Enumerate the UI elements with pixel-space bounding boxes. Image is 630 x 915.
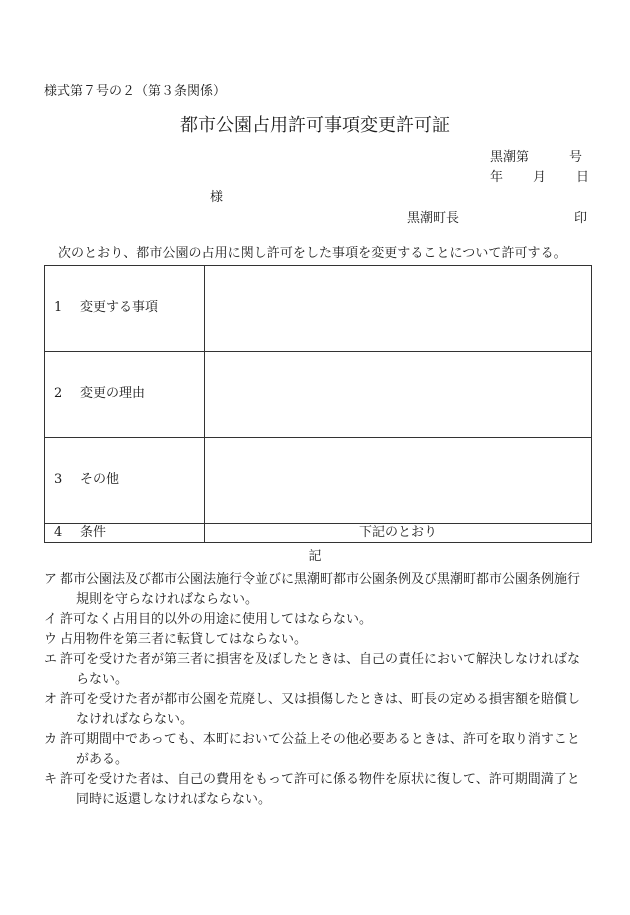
notes-heading: 記: [308, 549, 322, 564]
document-title: 都市公園占用許可事項変更許可証: [180, 115, 450, 136]
table-row: [45, 266, 592, 352]
row-value-field[interactable]: [205, 266, 592, 352]
row-label: 1 変更する事項: [45, 266, 205, 352]
issue-date: [490, 170, 589, 186]
list-item: ア 都市公園法及び都市公園法施行令並びに黒潮町都市公園条例及び黒潮町都市公園条例施行規則を守らなければならない。: [44, 572, 581, 607]
row-label: 2 変更の理由: [45, 352, 205, 438]
row-label: 4 条件: [45, 524, 205, 543]
list-item: キ 許可を受けた者は、自己の費用をもって許可に係る物件を原状に復して、許可期間満了と同時に返還しなければならない。: [44, 772, 580, 807]
list-item: オ 許可を受けた者が都市公園を荒廃し、又は損傷したときは、町長の定める損害額を賠償しなければならない。: [44, 692, 581, 727]
row-label: 3 その他: [45, 438, 205, 524]
form-identifier: 様式第７号の２（第３条関係）: [44, 84, 227, 99]
row-value-field: 下記のとおり: [205, 524, 592, 543]
table-row: [45, 438, 592, 524]
document-number: [490, 150, 582, 166]
list-item: ウ 占用物件を第三者に転貸してはならない。: [44, 632, 308, 647]
date-month: 月: [533, 170, 547, 185]
notes-list: [44, 570, 592, 810]
table-row: [45, 352, 592, 438]
issuer-seal: 印: [574, 211, 588, 226]
doc-number-prefix: 黒潮第: [490, 150, 530, 165]
permit-details-table: [44, 265, 592, 543]
table-row: [45, 524, 592, 543]
row-value-field[interactable]: [205, 352, 592, 438]
intro-statement: 次のとおり、都市公園の占用に関し許可をした事項を変更することについて許可する。: [58, 246, 567, 261]
addressee-suffix: 様: [210, 190, 224, 205]
row-value-field[interactable]: [205, 438, 592, 524]
list-item: エ 許可を受けた者が第三者に損害を及ぼしたときは、自己の責任において解決しなければならない。: [44, 652, 581, 687]
issuer-name: 黒潮町長: [407, 211, 460, 226]
list-item: イ 許可なく占用目的以外の用途に使用してはならない。: [44, 612, 373, 627]
doc-number-suffix: 号: [569, 150, 583, 165]
date-year: 年: [490, 170, 504, 185]
date-day: 日: [576, 170, 590, 185]
list-item: カ 許可期間中であっても、本町において公益上その他必要あるときは、許可を取り消すことがある。: [44, 732, 580, 767]
